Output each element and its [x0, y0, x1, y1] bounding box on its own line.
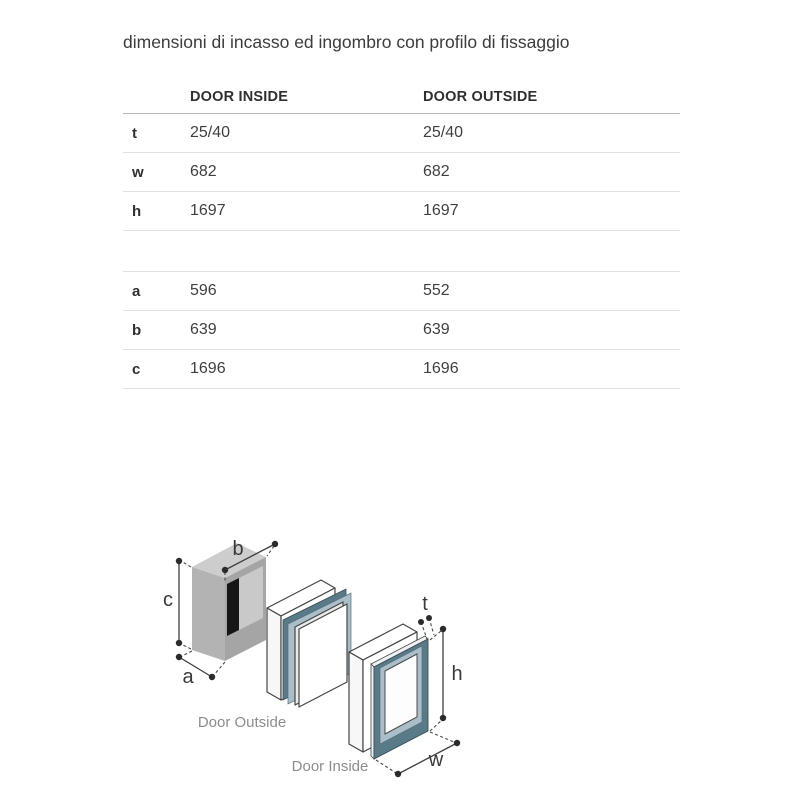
- cell-door-outside: 552: [423, 282, 450, 299]
- cell-door-inside: 682: [190, 163, 217, 180]
- table-spacer-row: [123, 231, 680, 272]
- dimension-t: [418, 593, 434, 639]
- recess-box: [192, 543, 266, 661]
- dim-label-b: b: [232, 538, 244, 560]
- cell-door-inside: 639: [190, 321, 217, 338]
- recess-opening-shadow: [227, 578, 239, 636]
- row-label: w: [132, 163, 144, 181]
- table-row: [123, 114, 680, 153]
- page-title: dimensioni di incasso ed ingombro con profilo di fissaggio: [123, 32, 570, 52]
- row-label: h: [132, 202, 142, 220]
- table-row: [123, 153, 680, 192]
- dim-label-a: a: [182, 666, 194, 688]
- dim-label-h: h: [451, 663, 463, 685]
- dimension-h: [430, 626, 463, 731]
- dim-label-t: t: [422, 593, 428, 615]
- column-header-door-inside: DOOR INSIDE: [190, 88, 289, 105]
- cell-door-inside: 25/40: [190, 124, 231, 141]
- dimension-c: [163, 558, 191, 649]
- cell-door-inside: 1697: [190, 202, 226, 219]
- table-header-row: [123, 80, 680, 114]
- cell-door-outside: 1696: [423, 360, 459, 377]
- dim-label-w: w: [428, 749, 444, 771]
- cell-door-outside: 25/40: [423, 124, 464, 141]
- row-label: c: [132, 360, 141, 378]
- cell-door-outside: 682: [423, 163, 450, 180]
- table-body: [123, 114, 680, 389]
- cell-door-inside: 596: [190, 282, 217, 299]
- inside-cabinet-side: [349, 652, 363, 752]
- recess-left-face: [192, 567, 225, 661]
- door-inside-caption: Door Inside: [291, 758, 369, 775]
- door-outside-caption: Door Outside: [197, 714, 287, 731]
- table-row: [123, 350, 680, 389]
- row-label: t: [132, 124, 137, 142]
- dim-label-c: c: [163, 589, 173, 611]
- dimensions-table: [123, 80, 680, 389]
- row-label: a: [132, 282, 141, 300]
- row-label: b: [132, 321, 142, 339]
- cell-door-inside: 1696: [190, 360, 226, 377]
- table-row: [123, 272, 680, 311]
- table-row: [123, 192, 680, 231]
- cell-door-outside: 639: [423, 321, 450, 338]
- column-header-door-outside: DOOR OUTSIDE: [423, 88, 538, 105]
- table-row: [123, 311, 680, 350]
- cell-door-outside: 1697: [423, 202, 459, 219]
- outside-cabinet-side: [267, 608, 281, 700]
- installation-diagram: [140, 520, 490, 792]
